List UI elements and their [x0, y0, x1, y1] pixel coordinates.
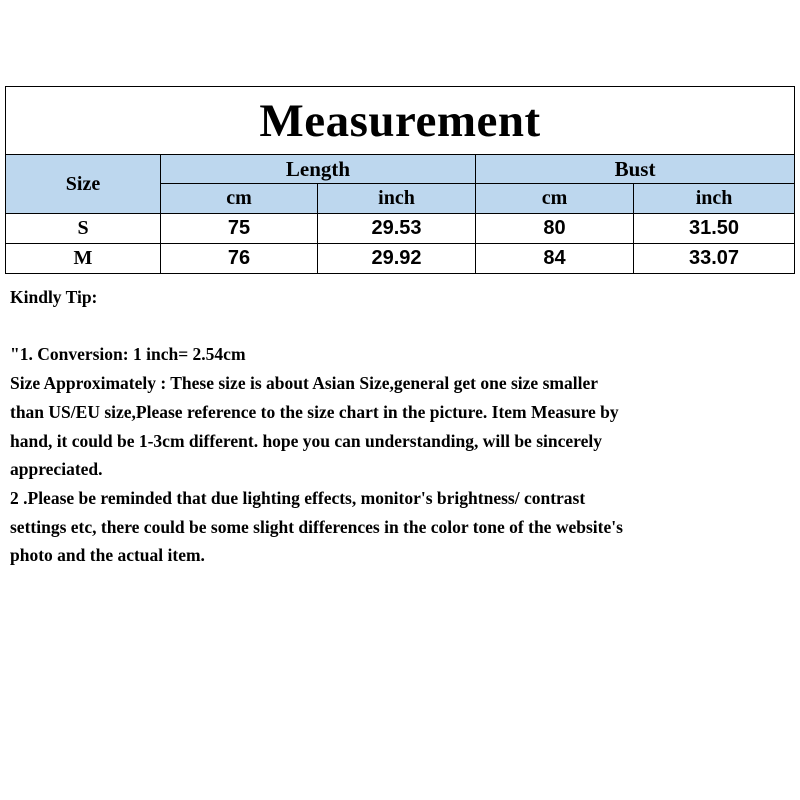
- size-cell: M: [6, 244, 161, 274]
- length-inch-cell: 29.92: [318, 244, 476, 274]
- bust-inch-cell: 31.50: [634, 214, 795, 244]
- table-row: [6, 244, 795, 274]
- bust-header: Bust: [476, 155, 795, 184]
- bust-cm-cell: 84: [476, 244, 634, 274]
- bust-inch-cell: 33.07: [634, 244, 795, 274]
- title-row: [6, 87, 795, 155]
- approx-note-line: hand, it could be 1-3cm different. hope you can understanding, will be sincerely: [10, 430, 602, 451]
- table-title: Measurement: [6, 87, 795, 155]
- reminder-note-line: 2 .Please be reminded that due lighting effects, monitor's brightness/ contrast: [10, 487, 586, 508]
- approx-note-line: than US/EU size,Please reference to the size chart in the picture. Item Measure by: [10, 401, 619, 422]
- length-inch-header: inch: [318, 184, 476, 214]
- header-group-row: [6, 155, 795, 184]
- measurement-table: [5, 86, 795, 274]
- approx-note-line: Size Approximately : These size is about Asian Size,general get one size smaller: [10, 373, 598, 394]
- length-cm-cell: 76: [161, 244, 318, 274]
- size-cell: S: [6, 214, 161, 244]
- length-header: Length: [161, 155, 476, 184]
- spacer: [10, 312, 785, 341]
- tip-title: Kindly Tip:: [10, 287, 98, 307]
- conversion-note: "1. Conversion: 1 inch= 2.54cm: [10, 344, 246, 365]
- notes-section: [10, 283, 785, 570]
- table-row: [6, 214, 795, 244]
- length-cm-cell: 75: [161, 214, 318, 244]
- length-cm-header: cm: [161, 184, 318, 214]
- bust-cm-cell: 80: [476, 214, 634, 244]
- length-inch-cell: 29.53: [318, 214, 476, 244]
- approx-note-line: appreciated.: [10, 459, 103, 480]
- bust-inch-header: inch: [634, 184, 795, 214]
- reminder-note-line: settings etc, there could be some slight differences in the color tone of the website's: [10, 516, 623, 537]
- bust-cm-header: cm: [476, 184, 634, 214]
- reminder-note-line: photo and the actual item.: [10, 545, 205, 566]
- size-header: Size: [6, 155, 161, 214]
